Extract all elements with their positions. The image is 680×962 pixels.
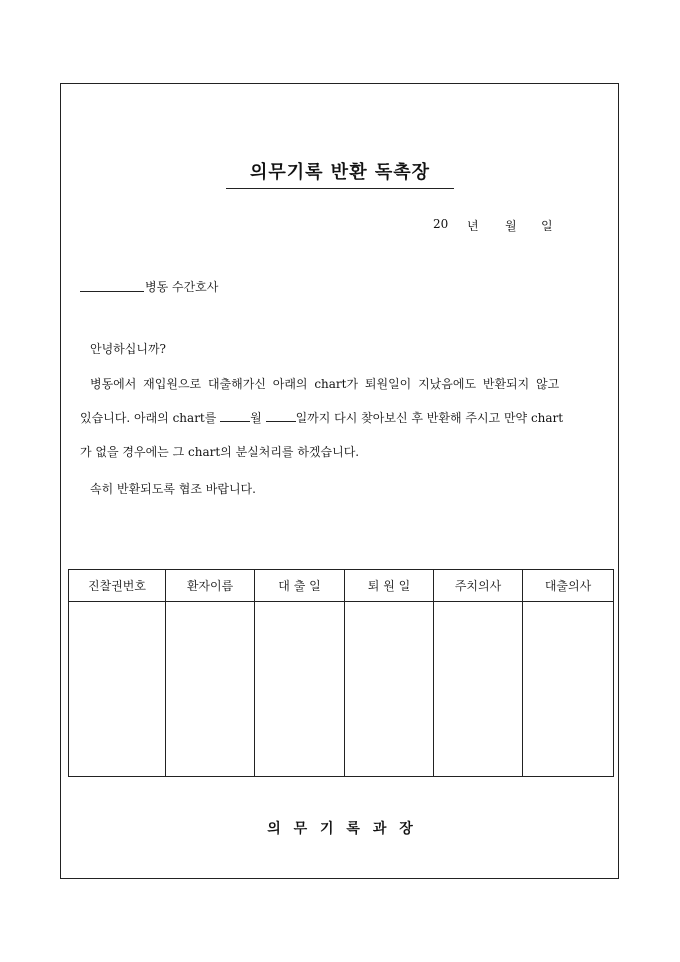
header-borrowing-physician: 대출의사: [523, 570, 614, 602]
header-loan-date: 대 출 일: [255, 570, 345, 602]
header-chart-number: 진찰권번호: [69, 570, 166, 602]
return-day-blank: [266, 410, 296, 422]
body-line-2-start: 있습니다. 아래의 chart를: [80, 411, 217, 425]
body-line-2-end: 일까지 다시 찾아보신 후 반환해 주시고 만약 chart: [295, 411, 564, 425]
date-month-label: 월: [505, 219, 517, 233]
body-line-2: [80, 409, 563, 426]
body-line-4: 속히 반환되도록 협조 바랍니다.: [90, 482, 256, 496]
table-cell: [345, 602, 434, 777]
body-line-1: 병동에서 재입원으로 대출해가신 아래의 chart가 퇴원일이 지났음에도 반환되지 않고: [90, 377, 560, 391]
date-year-label: 년: [467, 219, 479, 233]
body-line-3: 가 없을 경우에는 그 chart의 분실처리를 하겠습니다.: [80, 445, 360, 459]
table-cell: [434, 602, 523, 777]
table-cell: [166, 602, 255, 777]
document-title: 의무기록 반환 독촉장: [226, 158, 454, 189]
header-attending-physician: 주치의사: [434, 570, 523, 602]
table-header-row: [69, 570, 614, 602]
date-year-prefix: 20: [433, 217, 449, 231]
table-row: [69, 602, 614, 777]
greeting: 안녕하십니까?: [90, 342, 166, 356]
table-cell: [69, 602, 166, 777]
return-month-blank: [220, 410, 250, 422]
header-patient-name: 환자이름: [166, 570, 255, 602]
signature-medical-records-chief: 의 무 기 록 과 장: [267, 821, 413, 837]
table-cell: [255, 602, 345, 777]
ward-name-blank: [80, 291, 144, 292]
table-cell: [523, 602, 614, 777]
chart-records-table: [68, 569, 614, 777]
addressee-title: 병동 수간호사: [145, 280, 219, 294]
month-label: 월: [250, 411, 262, 425]
header-discharge-date: 퇴 원 일: [345, 570, 434, 602]
date-day-label: 일: [541, 219, 553, 233]
